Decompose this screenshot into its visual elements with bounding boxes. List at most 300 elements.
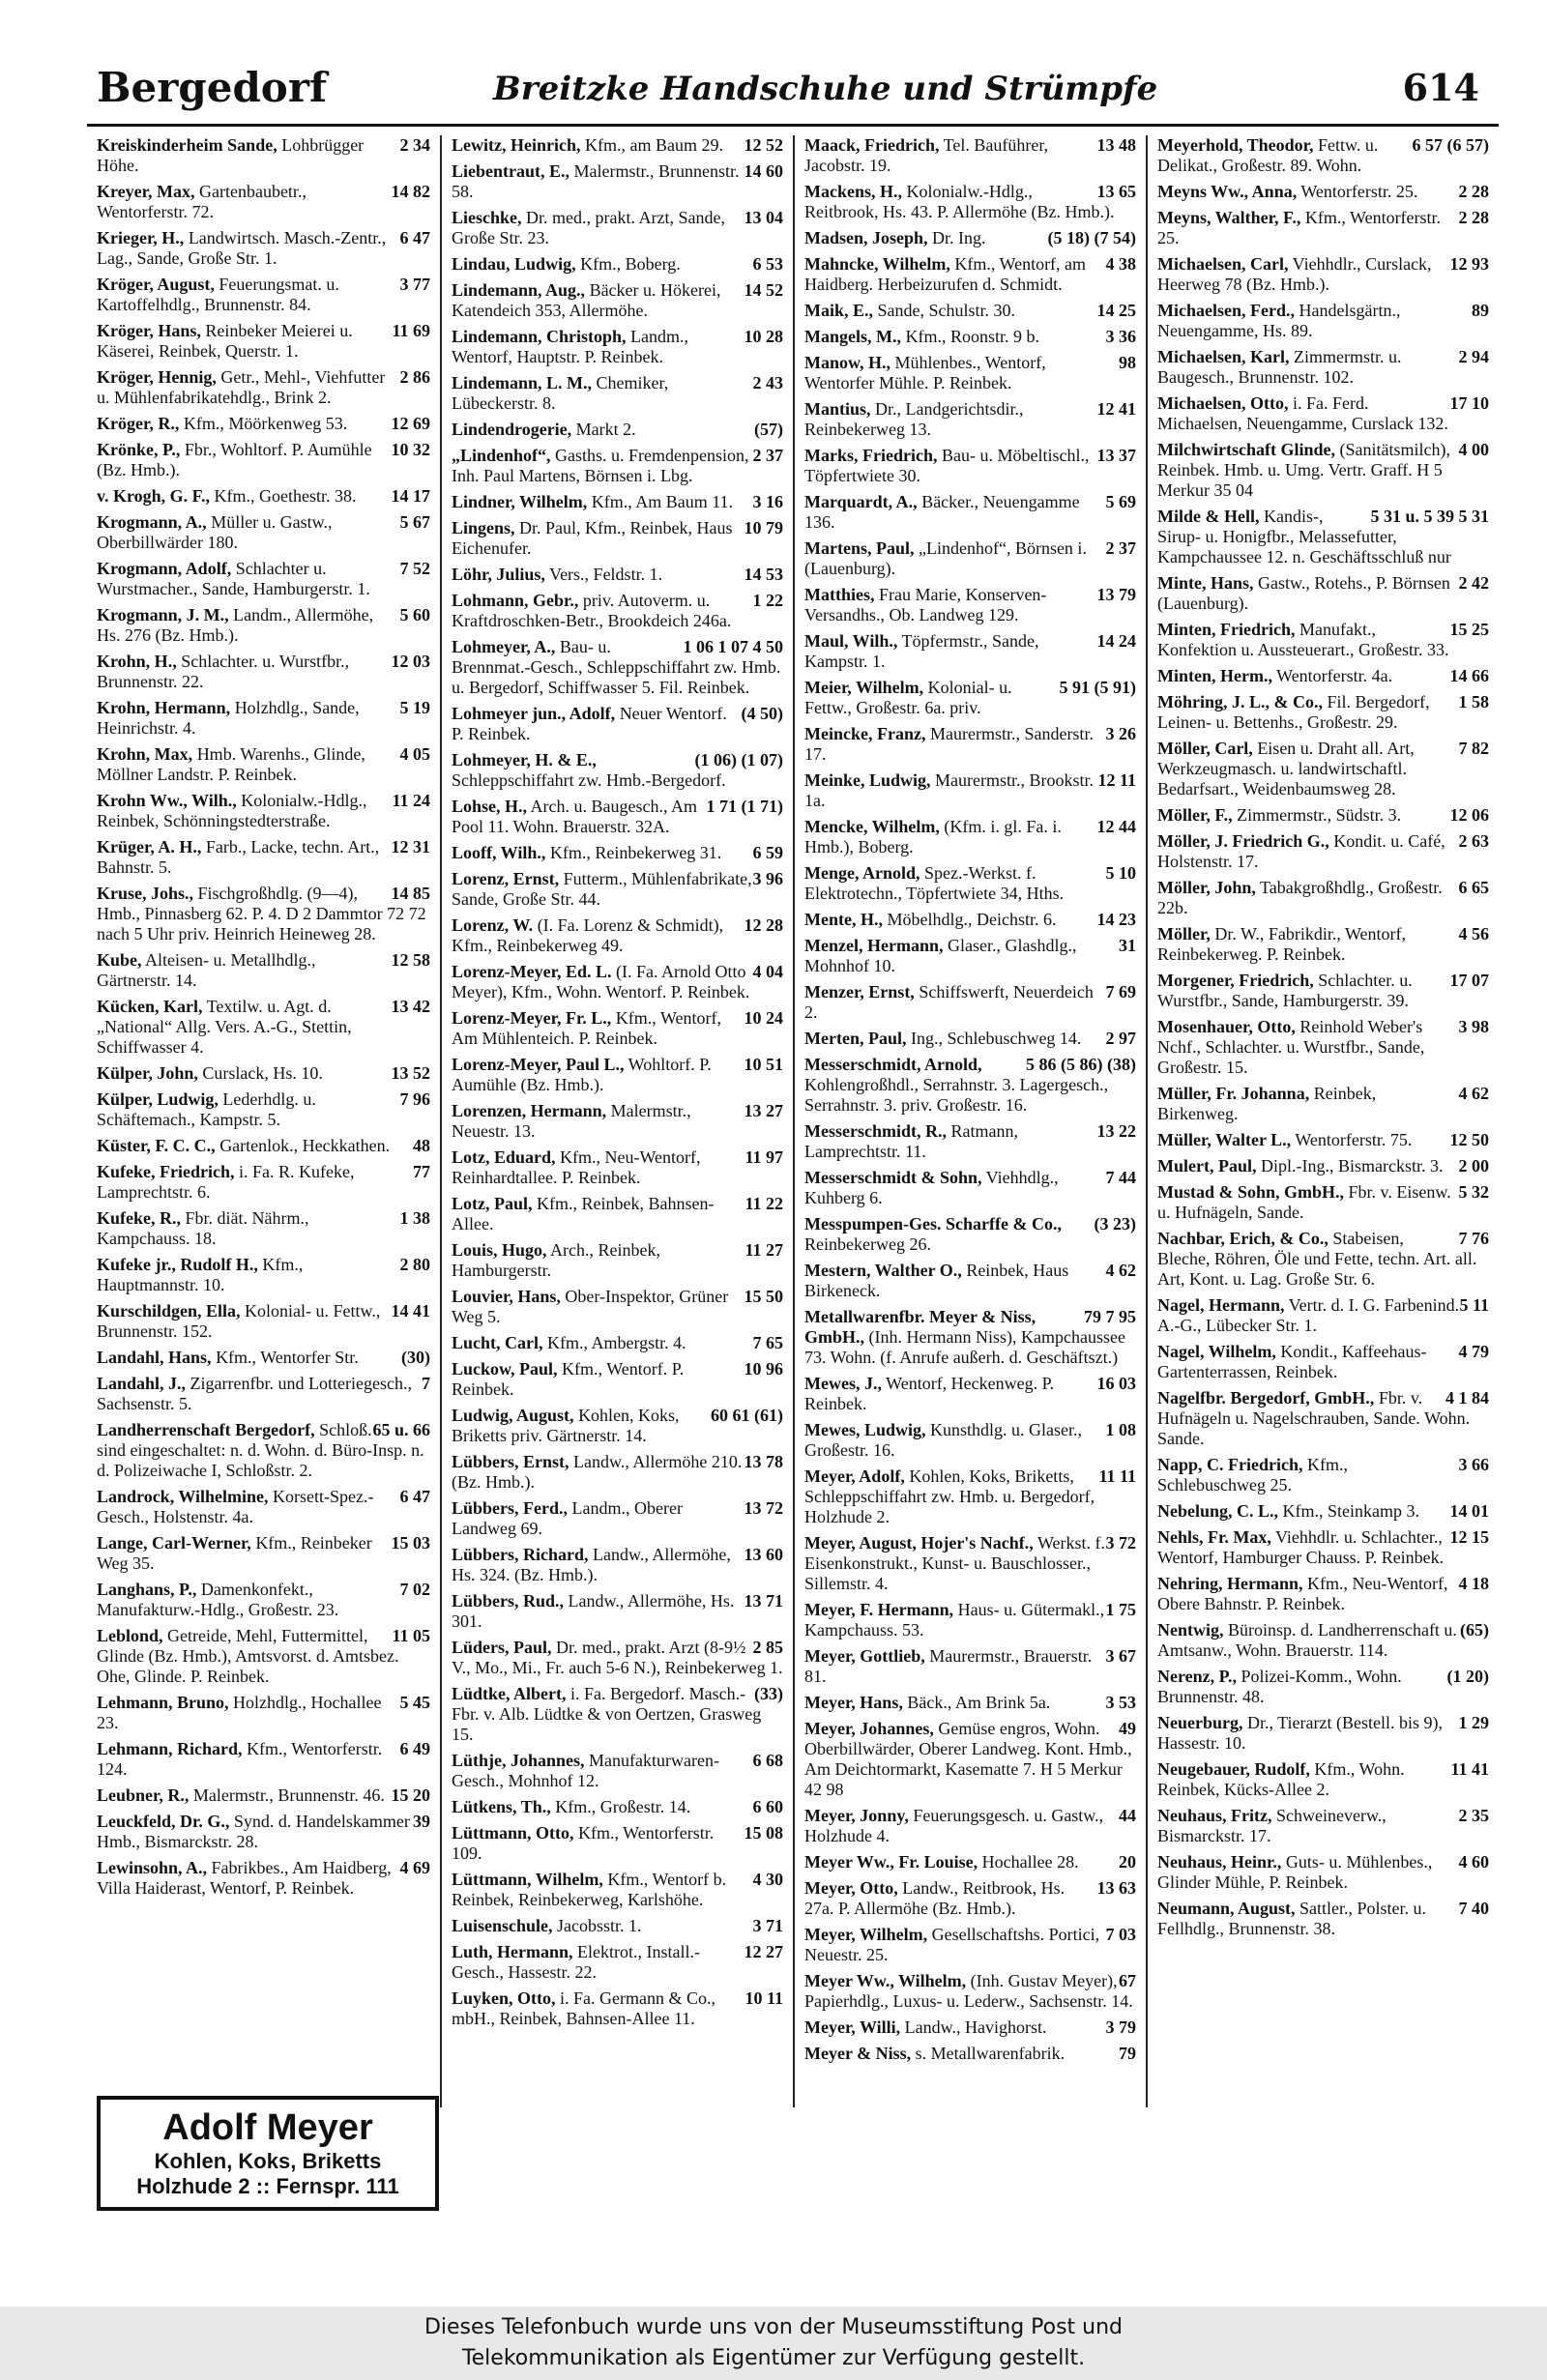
directory-entry bbox=[97, 559, 430, 599]
directory-entry bbox=[97, 1420, 430, 1481]
entry-text: Curslack, Hs. 10. bbox=[197, 1063, 323, 1083]
entry-text: Kfm., Boberg. bbox=[575, 254, 681, 274]
entry-text: s. Metallwarenfabrik. bbox=[911, 2044, 1065, 2063]
entry-number: 1 06 1 07 4 50 bbox=[683, 637, 783, 656]
directory-entry bbox=[804, 228, 1136, 248]
entry-number: 5 67 bbox=[399, 512, 430, 532]
entry-number: 3 96 bbox=[752, 869, 783, 888]
directory-entry bbox=[452, 1333, 783, 1353]
entry-name: Lübbers, Richard, bbox=[452, 1545, 589, 1564]
entry-number: 6 49 bbox=[399, 1739, 430, 1758]
directory-entry bbox=[97, 1089, 430, 1130]
entry-text: Reinbeker Meierei u. Käserei, Reinbek, Querstr. 1. bbox=[97, 321, 353, 361]
entry-name: Madsen, Joseph, bbox=[804, 228, 928, 247]
entry-text: Kolonial- u. Fettw., Großestr. 6a. priv. bbox=[804, 678, 1012, 717]
directory-entry bbox=[804, 1646, 1136, 1687]
directory-entry bbox=[452, 135, 783, 156]
entry-text: Kfm., Roonstr. 9 b. bbox=[900, 327, 1039, 346]
directory-entry bbox=[452, 373, 783, 414]
directory-entry bbox=[452, 1055, 783, 1095]
entry-text: Kfm., Großestr. 14. bbox=[550, 1797, 691, 1816]
directory-entry bbox=[452, 1988, 783, 2029]
entry-number: 1 38 bbox=[399, 1208, 430, 1228]
entry-number: 4 79 bbox=[1458, 1342, 1489, 1361]
entry-name: Nebelung, C. L., bbox=[1157, 1501, 1279, 1521]
entry-text: i. Fa. R. Kufeke, Lamprechtstr. 6. bbox=[97, 1162, 355, 1202]
entry-name: Kröger, R., bbox=[97, 414, 180, 433]
entry-name: Michaelsen, Ferd., bbox=[1157, 301, 1295, 320]
entry-number: 12 52 bbox=[744, 135, 783, 155]
entry-name: Meincke, Franz, bbox=[804, 724, 926, 743]
directory-entry bbox=[804, 2044, 1136, 2064]
entry-number: 2 00 bbox=[1458, 1156, 1489, 1175]
entry-name: Maack, Friedrich, bbox=[804, 135, 940, 155]
entry-number: 13 72 bbox=[744, 1498, 783, 1518]
entry-number: (1 20) bbox=[1446, 1667, 1489, 1686]
entry-text: Landw., Reitbrook, Hs. 27a. P. Allermöhe (Bz. Hmb.). bbox=[804, 1878, 1065, 1918]
entry-number: 14 41 bbox=[391, 1301, 430, 1321]
entry-text: Kfm., Schlebuschweg 25. bbox=[1157, 1455, 1348, 1495]
entry-name: Marquardt, A., bbox=[804, 492, 918, 511]
entry-number: 11 69 bbox=[392, 321, 430, 340]
entry-name: Menzel, Hermann, bbox=[804, 936, 944, 955]
directory-entry bbox=[452, 161, 783, 202]
entry-name: Krogmann, Adolf, bbox=[97, 559, 232, 578]
entry-name: Lüthje, Johannes, bbox=[452, 1751, 585, 1770]
directory-entry bbox=[97, 652, 430, 692]
entry-number: 2 80 bbox=[399, 1255, 430, 1274]
entry-number: 17 10 bbox=[1449, 393, 1489, 413]
entry-name: Lorenzen, Hermann, bbox=[452, 1101, 607, 1120]
entry-name: Lindau, Ludwig, bbox=[452, 254, 576, 274]
directory-entry bbox=[804, 817, 1136, 857]
entry-number: 65 u. 66 bbox=[372, 1420, 430, 1439]
entry-number: 14 53 bbox=[744, 565, 783, 584]
directory-entry bbox=[97, 884, 430, 944]
entry-text: Wentorf, Heckenweg. P. Reinbek. bbox=[804, 1374, 1055, 1413]
advert-name: Adolf Meyer bbox=[162, 2107, 373, 2148]
entry-text: Gesellschaftshs. Portici, Neuestr. 25. bbox=[804, 1925, 1100, 1964]
directory-entry bbox=[804, 1719, 1136, 1800]
entry-text: Fischgroßhdlg. (9—4), Hmb., Pinnasberg 62. P. 4. D 2 Dammtor 72 72 nach 5 Uhr priv. Heinrich Heineweg 28. bbox=[97, 884, 426, 943]
entry-text: Kfm., Am Baum 11. bbox=[587, 492, 734, 511]
entry-name: Luckow, Paul, bbox=[452, 1359, 558, 1379]
entry-text: Zimmermstr., Südstr. 3. bbox=[1232, 805, 1402, 825]
entry-name: Langhans, P., bbox=[97, 1580, 197, 1599]
entry-text: Töpfermstr., Sande, Kampstr. 1. bbox=[804, 631, 1039, 671]
entry-name: Meier, Wilhelm, bbox=[804, 678, 924, 697]
column-1 bbox=[87, 135, 440, 2107]
entry-text: Zimmermstr. u. Baugesch., Brunnenstr. 102. bbox=[1157, 347, 1402, 387]
entry-number: 13 22 bbox=[1096, 1121, 1136, 1141]
entry-name: Krohn, Max, bbox=[97, 744, 193, 764]
entry-number: 7 65 bbox=[752, 1333, 783, 1352]
entry-text: Kfm., Hauptmannstr. 10. bbox=[97, 1255, 304, 1294]
entry-text: Textilw. u. Agt. d. „National“ Allg. Vers. A.-G., Stettin, Schiffwasser 4. bbox=[97, 997, 352, 1057]
entry-number: 4 05 bbox=[399, 744, 430, 764]
entry-text: Sattler., Polster. u. Fellhdlg., Brunnenstr. 38. bbox=[1157, 1899, 1427, 1938]
entry-number: 4 60 bbox=[1458, 1852, 1489, 1872]
directory-entry bbox=[804, 1029, 1136, 1049]
entry-number: 7 76 bbox=[1458, 1229, 1489, 1248]
entry-number: 4 18 bbox=[1458, 1574, 1489, 1593]
directory-entry bbox=[1157, 573, 1489, 614]
entry-text: Hmb. Warenhs., Glinde, Möllner Landstr. P. Reinbek. bbox=[97, 744, 365, 784]
entry-name: Lütkens, Th., bbox=[452, 1797, 551, 1816]
entry-text: Feuerungsgesch. u. Gastw., Holzhude 4. bbox=[804, 1806, 1104, 1845]
entry-name: „Lindenhof“, bbox=[452, 446, 551, 465]
entry-text: Alteisen- u. Metallhdlg., Gärtnerstr. 14. bbox=[97, 950, 316, 990]
entry-name: Krieger, H., bbox=[97, 228, 185, 247]
directory-entry bbox=[804, 254, 1136, 295]
entry-text: Kfm., Wentorf. P. Reinbek. bbox=[452, 1359, 685, 1399]
entry-text: Tel. Bauführer, Jacobstr. 19. bbox=[804, 135, 1049, 175]
entry-text: Gastw., Rotehs., P. Börnsen (Lauenburg). bbox=[1157, 573, 1450, 613]
entry-name: Kufeke jr., Rudolf H., bbox=[97, 1255, 258, 1274]
directory-entry bbox=[804, 863, 1136, 904]
entry-number: 16 03 bbox=[1096, 1374, 1136, 1393]
entry-number: 4 38 bbox=[1105, 254, 1136, 274]
entry-name: Lorenz-Meyer, Paul L., bbox=[452, 1055, 625, 1074]
directory-entry bbox=[97, 1812, 430, 1852]
entry-name: Michaelsen, Otto, bbox=[1157, 393, 1289, 413]
entry-text: Kfm., Ambergstr. 4. bbox=[542, 1333, 686, 1352]
entry-number: 7 44 bbox=[1105, 1168, 1136, 1187]
entry-name: Möller, J. Friedrich G., bbox=[1157, 831, 1329, 851]
directory-entry bbox=[452, 420, 783, 440]
directory-entry bbox=[452, 208, 783, 248]
directory-entry bbox=[804, 1971, 1136, 2012]
entry-number: 1 71 (1 71) bbox=[706, 797, 783, 816]
entry-name: Napp, C. Friedrich, bbox=[1157, 1455, 1303, 1474]
entry-name: Lüdtke, Albert, bbox=[452, 1684, 567, 1703]
entry-number: 4 62 bbox=[1458, 1084, 1489, 1103]
directory-entry bbox=[97, 605, 430, 646]
directory-entry bbox=[97, 1063, 430, 1084]
entry-number: 79 bbox=[1119, 2044, 1136, 2063]
footer-line-1: Dieses Telefonbuch wurde uns von der Museumsstiftung Post und bbox=[423, 2315, 1124, 2339]
entry-name: Metallwarenfbr. Meyer & Niss, GmbH., bbox=[804, 1307, 1036, 1347]
entry-number: 5 32 bbox=[1458, 1182, 1489, 1202]
directory-entry bbox=[452, 518, 783, 559]
entry-name: Mantius, bbox=[804, 399, 871, 419]
directory-entry bbox=[452, 637, 783, 698]
entry-number: 7 52 bbox=[399, 559, 430, 578]
entry-text: Hochallee 28. bbox=[978, 1852, 1079, 1872]
directory-entry bbox=[804, 1307, 1136, 1368]
entry-number: 11 41 bbox=[1450, 1759, 1489, 1779]
entry-number: 1 29 bbox=[1458, 1713, 1489, 1732]
entry-number: 39 bbox=[413, 1812, 430, 1831]
entry-text: Reinbekerweg 26. bbox=[804, 1234, 931, 1254]
entry-text: Landw., Havighorst. bbox=[900, 2017, 1047, 2037]
entry-number: 89 bbox=[1472, 301, 1489, 320]
entry-number: 44 bbox=[1119, 1806, 1136, 1825]
directory-entry bbox=[804, 910, 1136, 930]
entry-text: Kfm., Neu-Wentorf, Obere Bahnstr. P. Reinbek. bbox=[1157, 1574, 1448, 1613]
directory-entry bbox=[1157, 620, 1489, 660]
entry-number: (5 18) (7 54) bbox=[1047, 228, 1136, 247]
entry-text: Getr., Mehl-, Viehfutter u. Mühlenfabrikatehdlg., Brink 2. bbox=[97, 367, 386, 407]
directory-entry bbox=[97, 182, 430, 222]
directory-entry bbox=[97, 791, 430, 831]
directory-entry bbox=[97, 1487, 430, 1527]
entry-number: 15 20 bbox=[391, 1785, 430, 1805]
entry-number: 13 04 bbox=[744, 208, 783, 227]
entry-number: 12 15 bbox=[1449, 1527, 1489, 1547]
entry-name: Krogmann, J. M., bbox=[97, 605, 229, 624]
entry-number: 13 63 bbox=[1096, 1878, 1136, 1898]
entry-text: Fil. Bergedorf, Leinen- u. Bettenhs., Großestr. 29. bbox=[1157, 692, 1430, 732]
entry-name: Luth, Hermann, bbox=[452, 1942, 573, 1961]
entry-text: Kfm., Reinbekerweg 31. bbox=[545, 843, 722, 862]
directory-entry bbox=[97, 486, 430, 507]
directory-entry bbox=[452, 750, 783, 791]
directory-entry bbox=[804, 135, 1136, 176]
entry-number: 3 77 bbox=[399, 275, 430, 294]
entry-number: 4 00 bbox=[1458, 440, 1489, 459]
entry-number: 5 60 bbox=[399, 605, 430, 624]
directory-entry bbox=[452, 446, 783, 486]
entry-text: Büroinsp. d. Landherrenschaft u. Amtsanw., Wohn. Brauerstr. 114. bbox=[1157, 1620, 1457, 1660]
directory-entry bbox=[804, 2017, 1136, 2038]
entry-number: 4 56 bbox=[1458, 924, 1489, 943]
entry-text: Reinbek, Birkenweg. bbox=[1157, 1084, 1377, 1123]
entry-number: 3 67 bbox=[1105, 1646, 1136, 1666]
entry-name: Küster, F. C. C., bbox=[97, 1136, 216, 1155]
entry-text: Tabakgroßhdlg., Großestr. 22b. bbox=[1157, 878, 1443, 917]
entry-text: Dr. Ing. bbox=[927, 228, 986, 247]
directory-entry bbox=[1157, 1156, 1489, 1176]
entry-number: 14 24 bbox=[1096, 631, 1136, 651]
directory-entry bbox=[452, 327, 783, 367]
entry-number: 3 98 bbox=[1458, 1017, 1489, 1036]
entry-number: 7 69 bbox=[1105, 982, 1136, 1001]
entry-text: Kfm., Goethestr. 38. bbox=[210, 486, 357, 506]
directory-entry bbox=[804, 182, 1136, 222]
entry-number: 6 68 bbox=[752, 1751, 783, 1770]
directory-entry bbox=[1157, 301, 1489, 341]
entry-text: Kfm., Wentorf, Am Mühlenteich. P. Reinbek. bbox=[452, 1008, 721, 1048]
entry-text: Kunsthdlg. u. Glaser., Großestr. 16. bbox=[804, 1420, 1082, 1460]
entry-name: Meyer, Willi, bbox=[804, 2017, 901, 2037]
entry-text: i. Fa. Ferd. Michaelsen, Neuengamme, Curslack 132. bbox=[1157, 393, 1448, 433]
entry-number: 1 22 bbox=[752, 591, 783, 610]
entry-name: Messerschmidt, Arnold, bbox=[804, 1055, 982, 1074]
entry-name: Kreiskinderheim Sande, bbox=[97, 135, 277, 155]
entry-name: Kufeke, R., bbox=[97, 1208, 181, 1228]
directory-entry bbox=[804, 1806, 1136, 1846]
entry-name: Leblond, bbox=[97, 1626, 163, 1645]
entry-text: Kfm., Wentorf, am Haidberg. Herbeizurufen d. Schmidt. bbox=[804, 254, 1087, 294]
directory-entry bbox=[1157, 1759, 1489, 1800]
directory-entry bbox=[452, 280, 783, 321]
entry-number: 14 82 bbox=[391, 182, 430, 201]
entry-text: Lederhdlg. u. Schäftemach., Kampstr. 5. bbox=[97, 1089, 316, 1129]
directory-entry bbox=[97, 228, 430, 269]
entry-text: Futterm., Mühlenfabrikate, Sande, Große Str. 44. bbox=[452, 869, 752, 909]
directory-entry bbox=[97, 1162, 430, 1203]
entry-number: 12 03 bbox=[391, 652, 430, 671]
entry-number: 13 65 bbox=[1096, 182, 1136, 201]
directory-entry bbox=[452, 1194, 783, 1234]
directory-entry bbox=[1157, 1527, 1489, 1568]
directory-entry bbox=[452, 1545, 783, 1585]
entry-text: Polizei-Komm., Wohn. Brunnenstr. 48. bbox=[1157, 1667, 1402, 1706]
entry-name: Kröger, August, bbox=[97, 275, 215, 294]
entry-number: 2 28 bbox=[1458, 208, 1489, 227]
entry-number: 2 28 bbox=[1458, 182, 1489, 201]
entry-text: Kfm., Wentorferstr. 124. bbox=[97, 1739, 383, 1779]
entry-name: Külper, Ludwig, bbox=[97, 1089, 219, 1109]
entry-name: Nagel, Wilhelm, bbox=[1157, 1342, 1276, 1361]
entry-number: 48 bbox=[413, 1136, 430, 1155]
entry-number: 5 45 bbox=[399, 1693, 430, 1712]
entry-name: Landherrenschaft Bergedorf, bbox=[97, 1420, 315, 1439]
entry-name: Meyer & Niss, bbox=[804, 2044, 912, 2063]
entry-columns bbox=[87, 135, 1499, 2107]
entry-name: Meyer, Jonny, bbox=[804, 1806, 909, 1825]
directory-entry bbox=[804, 1261, 1136, 1301]
entry-name: Möller, F., bbox=[1157, 805, 1233, 825]
directory-entry bbox=[804, 1466, 1136, 1527]
entry-text: Kfm., Wentorf b. Reinbek, Reinbekerweg, Karlshöhe. bbox=[452, 1870, 727, 1909]
directory-entry bbox=[1157, 1342, 1489, 1382]
directory-entry bbox=[97, 512, 430, 553]
entry-number: 31 bbox=[1119, 936, 1136, 955]
directory-entry bbox=[1157, 1852, 1489, 1893]
entry-name: Landahl, Hans, bbox=[97, 1348, 212, 1367]
entry-text: Fbr. v. Eisenw. u. Hufnägeln, Sande. bbox=[1157, 1182, 1451, 1222]
directory-entry bbox=[1157, 1388, 1489, 1449]
entry-number: (1 06) (1 07) bbox=[694, 750, 783, 769]
entry-number: 60 61 (61) bbox=[711, 1406, 783, 1425]
entry-number: 14 23 bbox=[1096, 910, 1136, 929]
entry-text: Farb., Lacke, techn. Art., Bahnstr. 5. bbox=[97, 837, 380, 877]
entry-text: Synd. d. Handelskammer Hmb., Bismarckstr. 28. bbox=[97, 1812, 410, 1851]
directory-entry bbox=[804, 446, 1136, 486]
entry-name: Lübbers, Ernst, bbox=[452, 1452, 569, 1471]
entry-number: 14 01 bbox=[1449, 1501, 1489, 1521]
entry-number: 3 71 bbox=[752, 1916, 783, 1935]
entry-number: 3 26 bbox=[1105, 724, 1136, 743]
directory-entry bbox=[452, 254, 783, 275]
entry-name: Krogmann, A., bbox=[97, 512, 207, 532]
entry-text: Landwirtsch. Masch.-Zentr., Lag., Sande, Große Str. 1. bbox=[97, 228, 387, 268]
directory-entry bbox=[804, 538, 1136, 579]
entry-name: Lucht, Carl, bbox=[452, 1333, 543, 1352]
entry-name: Luyken, Otto, bbox=[452, 1988, 556, 2008]
column-2 bbox=[440, 135, 793, 2107]
entry-number: 6 59 bbox=[752, 843, 783, 862]
entry-text: Ing., Schlebuschweg 14. bbox=[906, 1029, 1082, 1048]
directory-entry bbox=[804, 1693, 1136, 1713]
entry-text: Wohltorf. P. Aumühle (Bz. Hmb.). bbox=[452, 1055, 712, 1094]
entry-number: 12 44 bbox=[1096, 817, 1136, 836]
directory-entry bbox=[804, 1533, 1136, 1594]
entry-number: 5 86 (5 86) (38) bbox=[1026, 1055, 1136, 1074]
directory-entry bbox=[452, 1498, 783, 1539]
entry-name: Lorenz, Ernst, bbox=[452, 869, 560, 888]
entry-text: Maurermstr., Brauerstr. 81. bbox=[804, 1646, 1093, 1686]
entry-name: Looff, Wilh., bbox=[452, 843, 546, 862]
entry-name: Krönke, P., bbox=[97, 440, 181, 459]
directory-entry bbox=[452, 704, 783, 744]
entry-text: Gartenbaubetr., Wentorferstr. 72. bbox=[97, 182, 306, 221]
directory-entry bbox=[97, 1255, 430, 1295]
directory-entry bbox=[804, 399, 1136, 440]
entry-name: Meyer, Wilhelm, bbox=[804, 1925, 928, 1944]
directory-entry bbox=[804, 585, 1136, 625]
directory-page bbox=[87, 56, 1499, 2279]
directory-entry bbox=[1157, 971, 1489, 1011]
entry-text: Damenkonfekt., Manufakturw.-Hdlg., Großestr. 23. bbox=[97, 1580, 339, 1619]
directory-entry bbox=[452, 1870, 783, 1910]
entry-text: Manufakt., Konfektion u. Aussteuerart., Großestr. 33. bbox=[1157, 620, 1449, 659]
directory-entry bbox=[97, 135, 430, 176]
entry-name: Kreyer, Max, bbox=[97, 182, 195, 201]
directory-entry bbox=[97, 414, 430, 434]
entry-number: 11 05 bbox=[392, 1626, 430, 1645]
entry-text: Sande, Schulstr. 30. bbox=[873, 301, 1016, 320]
entry-number: 12 41 bbox=[1096, 399, 1136, 419]
directory-entry bbox=[1157, 739, 1489, 799]
entry-name: Luisenschule, bbox=[452, 1916, 553, 1935]
entry-name: Neugebauer, Rudolf, bbox=[1157, 1759, 1310, 1779]
entry-text: i. Fa. Germann & Co., mbH., Reinbek, Bahnsen-Allee 11. bbox=[452, 1988, 716, 2028]
entry-text: Malermstr., Brunnenstr. 46. bbox=[189, 1785, 385, 1805]
entry-name: Lindemann, L. M., bbox=[452, 373, 593, 392]
entry-number: 3 66 bbox=[1458, 1455, 1489, 1474]
entry-number: 12 50 bbox=[1449, 1130, 1489, 1149]
entry-name: Lewitz, Heinrich, bbox=[452, 135, 581, 155]
entry-text: Kfm., Wentorferstr. 109. bbox=[452, 1823, 715, 1863]
entry-name: Meyer, Hans, bbox=[804, 1693, 903, 1712]
entry-text: Jacobsstr. 1. bbox=[552, 1916, 642, 1935]
directory-entry bbox=[97, 321, 430, 362]
entry-number: 3 16 bbox=[752, 492, 783, 511]
entry-number: 2 97 bbox=[1105, 1029, 1136, 1048]
entry-name: Lohmeyer, H. & E., bbox=[452, 750, 597, 769]
entry-number: 2 43 bbox=[752, 373, 783, 392]
entry-name: v. Krogh, G. F., bbox=[97, 486, 211, 506]
entry-text: Dr., Landgerichtsdir., Reinbekerweg 13. bbox=[804, 399, 1024, 439]
column-3 bbox=[793, 135, 1146, 2107]
entry-name: Lindendrogerie, bbox=[452, 420, 572, 439]
directory-entry bbox=[97, 1374, 430, 1414]
entry-text: Getreide, Mehl, Futtermittel, Glinde (Bz. Hmb.), Amtsvorst. d. Amtsbez. Ohe, Glinde. P. Reinbek. bbox=[97, 1626, 399, 1686]
entry-text: Chemiker, Lübeckerstr. 8. bbox=[452, 373, 669, 413]
entry-name: Lüttmann, Wilhelm, bbox=[452, 1870, 603, 1889]
directory-entry bbox=[804, 1055, 1136, 1116]
entry-text: Kondit. u. Café, Holstenstr. 17. bbox=[1157, 831, 1445, 871]
entry-name: Möhring, J. L., & Co., bbox=[1157, 692, 1323, 711]
directory-entry bbox=[1157, 805, 1489, 826]
directory-entry bbox=[452, 1684, 783, 1745]
entry-number: 14 85 bbox=[391, 884, 430, 903]
entry-name: Neuerburg, bbox=[1157, 1713, 1243, 1732]
entry-text: Elektrot., Install.-Gesch., Hassestr. 22. bbox=[452, 1942, 700, 1982]
entry-text: Bau- u. Möbeltischl., Töpfertwiete 30. bbox=[804, 446, 1090, 485]
entry-number: 13 48 bbox=[1096, 135, 1136, 155]
entry-number: 2 34 bbox=[399, 135, 430, 155]
entry-text: Feuerungsmat. u. Kartoffelhdlg., Brunnenstr. 84. bbox=[97, 275, 339, 314]
entry-name: Meyerhold, Theodor, bbox=[1157, 135, 1314, 155]
entry-name: Kurschildgen, Ella, bbox=[97, 1301, 241, 1321]
entry-text: Landm., Allermöhe, Hs. 276 (Bz. Hmb.). bbox=[97, 605, 374, 645]
entry-number: 10 96 bbox=[744, 1359, 783, 1379]
directory-entry bbox=[1157, 1182, 1489, 1223]
